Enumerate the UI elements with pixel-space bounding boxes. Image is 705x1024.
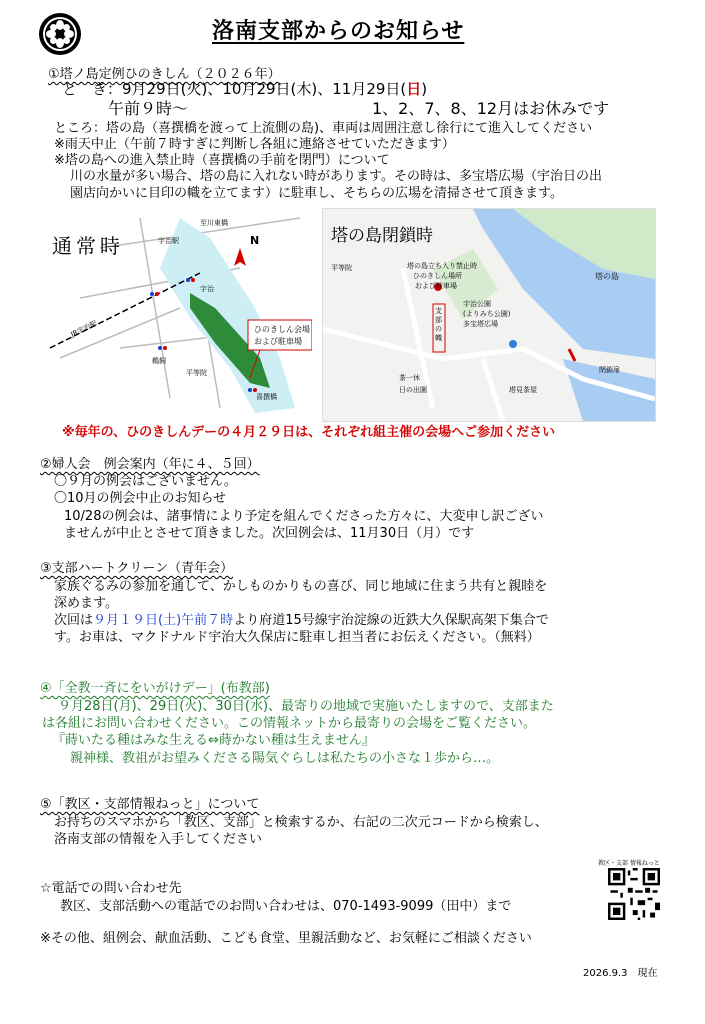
s1-dates: 9月29日(火)、10月29日(木)、11月29日(: [122, 80, 407, 98]
qr-caption: 教区・支部 情報ねっと: [598, 860, 660, 867]
section1-heading: ①塔ノ島定例ひのきしん（２０２６年）: [48, 67, 281, 82]
s1-dates-line: [62, 80, 427, 99]
map2-teahouse: 塔見茶屋: [509, 386, 537, 394]
contact-line: 教区、支部活動への電話でのお問い合わせは、070-1493-9099（田中）まで: [60, 899, 512, 914]
map2-park3: 多宝塔広場: [463, 320, 498, 328]
date-stamp: 2026.9.3 現在: [583, 968, 658, 979]
map2-banner1: 塔の島立ち入り禁止時: [407, 262, 477, 270]
s3-next-prefix: 次回は: [54, 613, 94, 628]
s1-rain: ※雨天中止（午前７時すぎに判断し各組に連絡させていただきます）: [54, 137, 455, 152]
map2-island: 塔の島: [595, 272, 619, 281]
page-title: 洛南支部からのお知らせ: [212, 19, 465, 44]
section3-heading: ③支部ハートクリーン（青年会）: [40, 561, 234, 576]
map-normal: [40, 208, 312, 416]
section4-heading: ④「全教一斉にをいがけデー」(布教部): [40, 681, 270, 696]
s1-holidays: 1、2、7、8、12月はお休みです: [372, 99, 610, 118]
s2-line1: 〇９月の例会はございません。: [54, 474, 237, 489]
s2-line3: 10/28の例会は、諸事情により予定を組んでくださった方々に、大変申し訳ござい: [64, 509, 544, 524]
map2-banner3: および駐車場: [415, 282, 457, 290]
map1-station: JR宇治駅: [69, 319, 99, 339]
s3-line1: 家族ぐるみの参加を通して、かしものかりもの喜び、同じ地域に住まう共有と親睦を: [54, 579, 548, 594]
map1-place1: 至川東橋: [200, 219, 228, 227]
map1-bridge: 喜撰橋: [256, 393, 277, 401]
map1-uji: 宇治: [200, 285, 214, 293]
s1-closed-body2: 園店向かいに目印の幟を立てます）に駐車し、そちらの広場を清掃させて頂きます。: [70, 186, 563, 201]
map2-flag: 支部の幟: [435, 307, 442, 342]
map2-label: 塔の島閉鎖時: [331, 226, 433, 246]
s4-quote: 『蒔いたる種はみな生える⇔蒔かない種は生えません』: [52, 733, 375, 748]
s4-line2: は各組にお問い合わせください。この情報ネットから最寄りの会場をご覧ください。: [42, 716, 537, 731]
s3-next-time: 午前７時: [181, 613, 234, 628]
map2-banner2: ひのきしん場所: [413, 272, 462, 280]
s1-place: ところ：塔の島（喜撰橋を渡って上流側の島)、車両は周囲注意し徐行にて進入してください: [54, 121, 593, 136]
map2-byodoin: 平等院: [331, 264, 352, 272]
s1-time: 午前９時～: [108, 99, 189, 118]
s2-line4: ませんが中止とさせて頂きました。次回例会は、11月30日（月）です: [64, 526, 475, 541]
s3-next-rest: より府道15号線宇治淀線の近鉄大久保駅高架下集合で: [233, 613, 549, 628]
s1-closed-body1: 川の水量が多い場合、塔の島に入れない時があります。その時は、多宝塔広場（宇治日の出: [70, 169, 602, 184]
s5-line1: お持ちのスマホから「教区、支部」と検索するか、右記の二次元コードから検索し、: [54, 815, 548, 830]
map2-shop1: 茶一休: [399, 374, 420, 382]
s3-line2: 深めます。: [54, 596, 118, 611]
s4-line1: ９月28日(月)、29日(火)、30日(水)、最寄りの地域で実施いたしますので、支部また: [58, 699, 554, 714]
map1-kamo: 鵜飼: [152, 357, 166, 365]
map-closed: [322, 208, 656, 422]
s1-closed-title: ※塔の島への進入禁止時（喜撰橋の手前を閉門）について: [54, 153, 390, 168]
s3-next-line: [54, 612, 549, 629]
map1-tagui: 宇治駅: [158, 237, 179, 245]
contact-other: ※その他、組例会、献血活動、こども食堂、里親活動など、お気軽にご相談ください: [40, 931, 532, 946]
map2-gate: 閉鎖扉: [599, 366, 620, 374]
s1-notice: ※毎年の、ひのきしんデーの４月２９日は、それぞれ組主催の会場へご参加ください: [62, 425, 556, 440]
compass-label: N: [250, 234, 260, 247]
s1-sunday: 日: [406, 80, 422, 98]
qr-code-icon[interactable]: [608, 868, 660, 920]
map1-venue1: ひのきしん会場: [254, 325, 310, 334]
section5-heading: ⑤「教区・支部情報ねっと」について: [40, 797, 260, 812]
map1-label: 通常時: [52, 234, 124, 258]
map2-park2: (よりみち公園): [463, 310, 511, 318]
section2-heading: ②婦人会 例会案内（年に４、５回）: [40, 457, 260, 472]
s3-line4: す。お車は、マクドナルド宇治大久保店に駐車し担当者にお伝えください。（無料）: [54, 630, 540, 645]
map1-byodoin: 平等院: [186, 369, 207, 377]
s1-date-close: ): [421, 80, 428, 98]
s5-line2: 洛南支部の情報を入手してください: [54, 832, 263, 847]
emblem-logo: [38, 12, 82, 56]
s4-line4: 親神様、教祖がお望みくださる陽気ぐらしは私たちの小さな１歩から…。: [70, 751, 500, 766]
map2-shop2: 日の出園: [399, 386, 427, 394]
s3-next-date: ９月１９日(土): [93, 613, 182, 628]
map2-park1: 宇治公園: [463, 300, 491, 308]
contact-heading: ☆電話での問い合わせ先: [40, 881, 182, 896]
s1-date-prefix: と き：: [62, 80, 123, 98]
map1-venue2: および駐車場: [254, 337, 302, 346]
s2-line2: 〇10月の例会中止のお知らせ: [54, 491, 227, 506]
